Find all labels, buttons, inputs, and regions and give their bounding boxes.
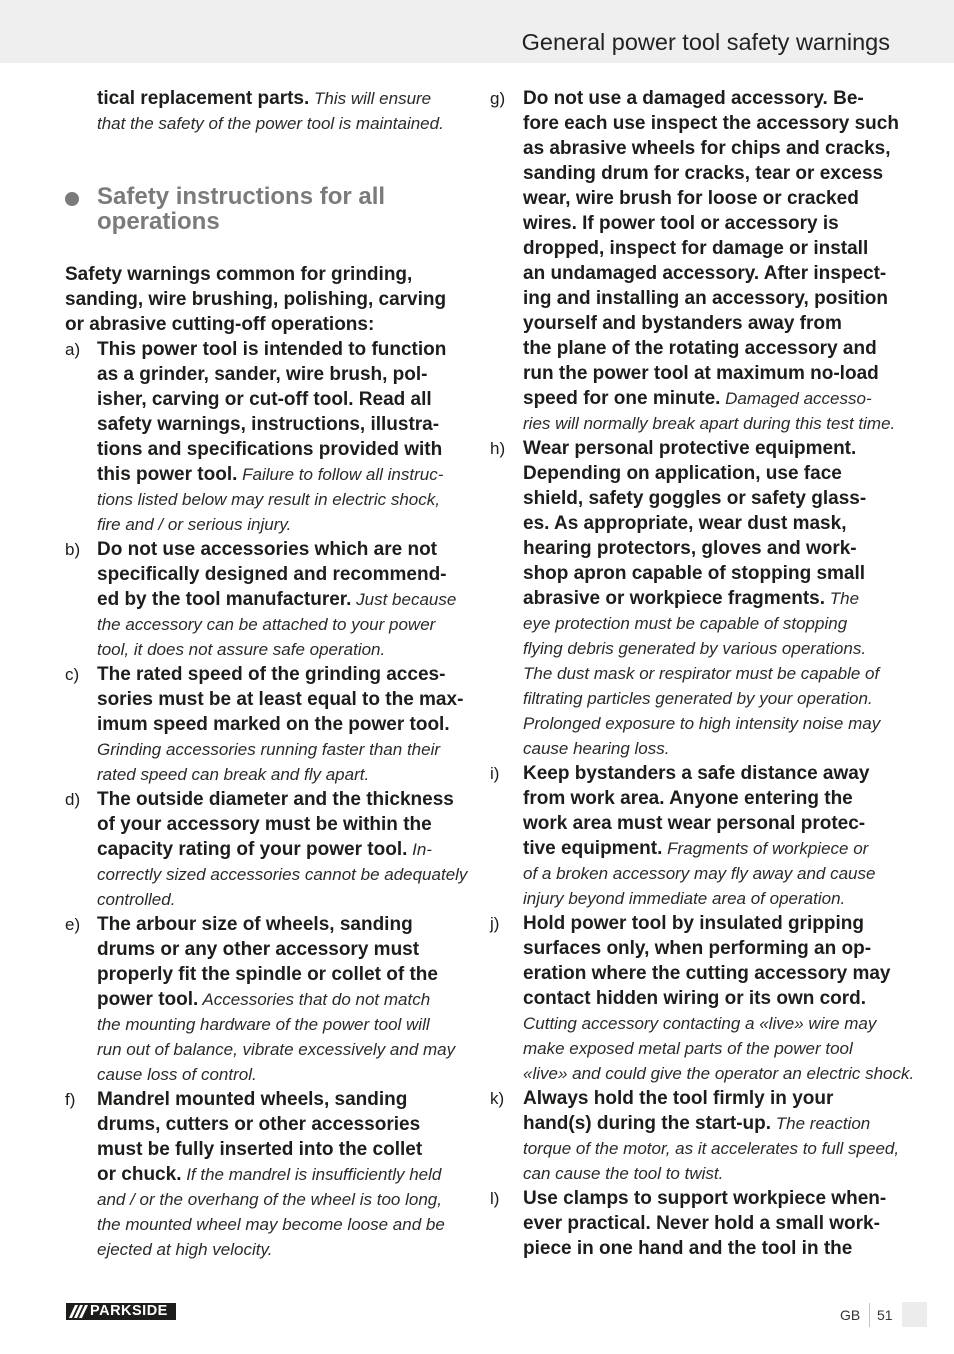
item-text	[97, 912, 475, 1087]
item-label: l)	[490, 1189, 500, 1208]
safety-item-d	[65, 787, 475, 912]
item-italic-text: Just because the accessory can be attached to your power tool, it does not assure safe operation.	[97, 590, 457, 659]
brand-name: PARKSIDE	[90, 1303, 168, 1319]
item-label: g)	[490, 89, 506, 108]
item-label: h)	[490, 439, 506, 458]
item-text	[523, 911, 914, 1086]
footer-tab-box	[902, 1302, 927, 1327]
safety-item-l	[490, 1186, 910, 1261]
footer-divider	[869, 1303, 870, 1327]
intro-paragraph: Safety warnings common for grinding, sanding, wire brushing, polishing, carving or abrasive cutting-off operations:	[65, 264, 447, 335]
item-text	[523, 1086, 910, 1186]
item-bold-text: Hold power tool by insulated gripping surfaces only, when performing an op- eration where the cutting accessory may contact hidden wiring or its own cord.	[523, 913, 891, 1009]
item-text	[97, 662, 475, 787]
continued-bold-text: tical replacement parts.	[97, 88, 310, 109]
language-code: GB	[840, 1307, 861, 1323]
continued-paragraph	[97, 86, 444, 136]
item-bold-text: The outside diameter and the thickness of your accessory must be within the capacity rating of your power tool.	[97, 789, 454, 860]
item-text	[97, 337, 475, 537]
item-label: f)	[65, 1090, 76, 1109]
parkside-logo	[66, 1303, 176, 1320]
safety-item-e	[65, 912, 475, 1087]
item-text	[97, 537, 475, 662]
item-bold-text: Use clamps to support workpiece when- ever practical. Never hold a small work- piece in one hand and the tool in the	[523, 1188, 887, 1259]
item-bold-text: The rated speed of the grinding acces- sories must be at least equal to the max- imum speed marked on the power tool.	[97, 664, 464, 735]
item-bold-text: Always hold the tool firmly in your hand(s) during the start-up.	[523, 1088, 834, 1134]
item-bold-text: Do not use accessories which are not specifically designed and recommend- ed by the tool manufacturer.	[97, 539, 447, 610]
item-bold-text: Wear personal protective equipment. Depending on application, use face shield, safety goggles or safety glass- es. As appropriate, wear dust mask, hearing protectors, gloves and work- shop apron capable of stopping small abrasive or workpiece fragments.	[523, 438, 867, 609]
safety-item-k	[490, 1086, 910, 1186]
item-text	[523, 436, 910, 761]
header-band	[0, 0, 954, 63]
section-title: Safety instructions for all operations	[97, 183, 386, 235]
right-column	[490, 86, 915, 1261]
item-bold-text: Mandrel mounted wheels, sanding drums, cutters or other accessories must be fully inserted into the collet or chuck.	[97, 1089, 423, 1185]
page-header-title: General power tool safety warnings	[521, 29, 890, 55]
item-label: k)	[490, 1089, 505, 1108]
item-text	[97, 787, 475, 912]
item-bold-text: The arbour size of wheels, sanding drums or any other accessory must properly fit the spindle or collet of the power tool.	[97, 914, 438, 1010]
item-text	[523, 761, 910, 911]
item-label: d)	[65, 790, 81, 809]
safety-item-h	[490, 436, 910, 761]
safety-item-f	[65, 1087, 475, 1262]
item-italic-text: The reaction torque of the motor, as it accelerates to full speed, can cause the tool to twist.	[523, 1114, 900, 1183]
page-number: 51	[877, 1307, 893, 1323]
item-text	[97, 1087, 475, 1262]
continued-italic-text: This will ensure that the safety of the power tool is maintained.	[97, 89, 444, 133]
item-bold-text: Keep bystanders a safe distance away from work area. Anyone entering the work area must wear personal protec- tive equipment.	[523, 763, 870, 859]
safety-item-j	[490, 911, 915, 1086]
item-bold-text: This power tool is intended to function as a grinder, sander, wire brush, pol- isher, carving or cut-off tool. Read all safety warnings, instructions, illustra- tions and specifications provided with this power tool.	[97, 339, 447, 485]
item-italic-text: If the mandrel is insufficiently held and / or the overhang of the wheel is too long, the mounted wheel may become loose and be ejected at high velocity.	[97, 1165, 445, 1259]
item-label: a)	[65, 340, 81, 359]
item-text	[523, 1186, 910, 1261]
item-italic-text: Fragments of workpiece or of a broken accessory may fly away and cause injury beyond immediate area of operation.	[523, 839, 876, 908]
item-italic-text: Damaged accesso- ries will normally break apart during this test time.	[523, 389, 896, 433]
item-text	[523, 86, 910, 436]
safety-item-g	[490, 86, 910, 436]
item-label: c)	[65, 665, 80, 684]
bullet-icon	[65, 192, 79, 206]
item-italic-text: Failure to follow all instruc- tions listed below may result in electric shock, fire and / or serious injury.	[97, 465, 444, 534]
safety-item-b	[65, 537, 475, 662]
item-label: b)	[65, 540, 81, 559]
left-column	[65, 262, 475, 1262]
item-italic-text: Cutting accessory contacting a «live» wire may make exposed metal parts of the power tool «live» and could give the operator an electric shock.	[523, 1014, 915, 1083]
item-italic-text: Accessories that do not match the mounting hardware of the power tool will run out of balance, vibrate excessively and may cause loss of control.	[97, 990, 456, 1084]
triple-slash-logo-icon	[69, 1303, 87, 1320]
item-label: j)	[490, 914, 500, 933]
safety-item-a	[65, 337, 475, 537]
item-label: i)	[490, 764, 500, 783]
safety-item-i	[490, 761, 910, 911]
item-italic-text: The eye protection must be capable of stopping flying debris generated by various operations. The dust mask or respirator must be capable of filtrating particles generated by your operation. Prolonged exposure to high intensity noise may cause hearing loss.	[523, 589, 881, 758]
item-italic-text: Grinding accessories running faster than their rated speed can break and fly apart.	[97, 740, 441, 784]
safety-item-c	[65, 662, 475, 787]
item-italic-text: In- correctly sized accessories cannot be adequately controlled.	[97, 840, 468, 909]
item-bold-text: Do not use a damaged accessory. Be- fore each use inspect the accessory such as abrasive wheels for chips and cracks, sanding drum for cracks, tear or excess wear, wire brush for loose or cracked wires. If power tool or accessory is dropped, inspect for damage or install an undamaged accessory. After inspect- ing and installing an accessory, position yourself and bystanders away from the plane of the rotating accessory and run the power tool at maximum no-load speed for one minute.	[523, 88, 899, 409]
item-label: e)	[65, 915, 81, 934]
